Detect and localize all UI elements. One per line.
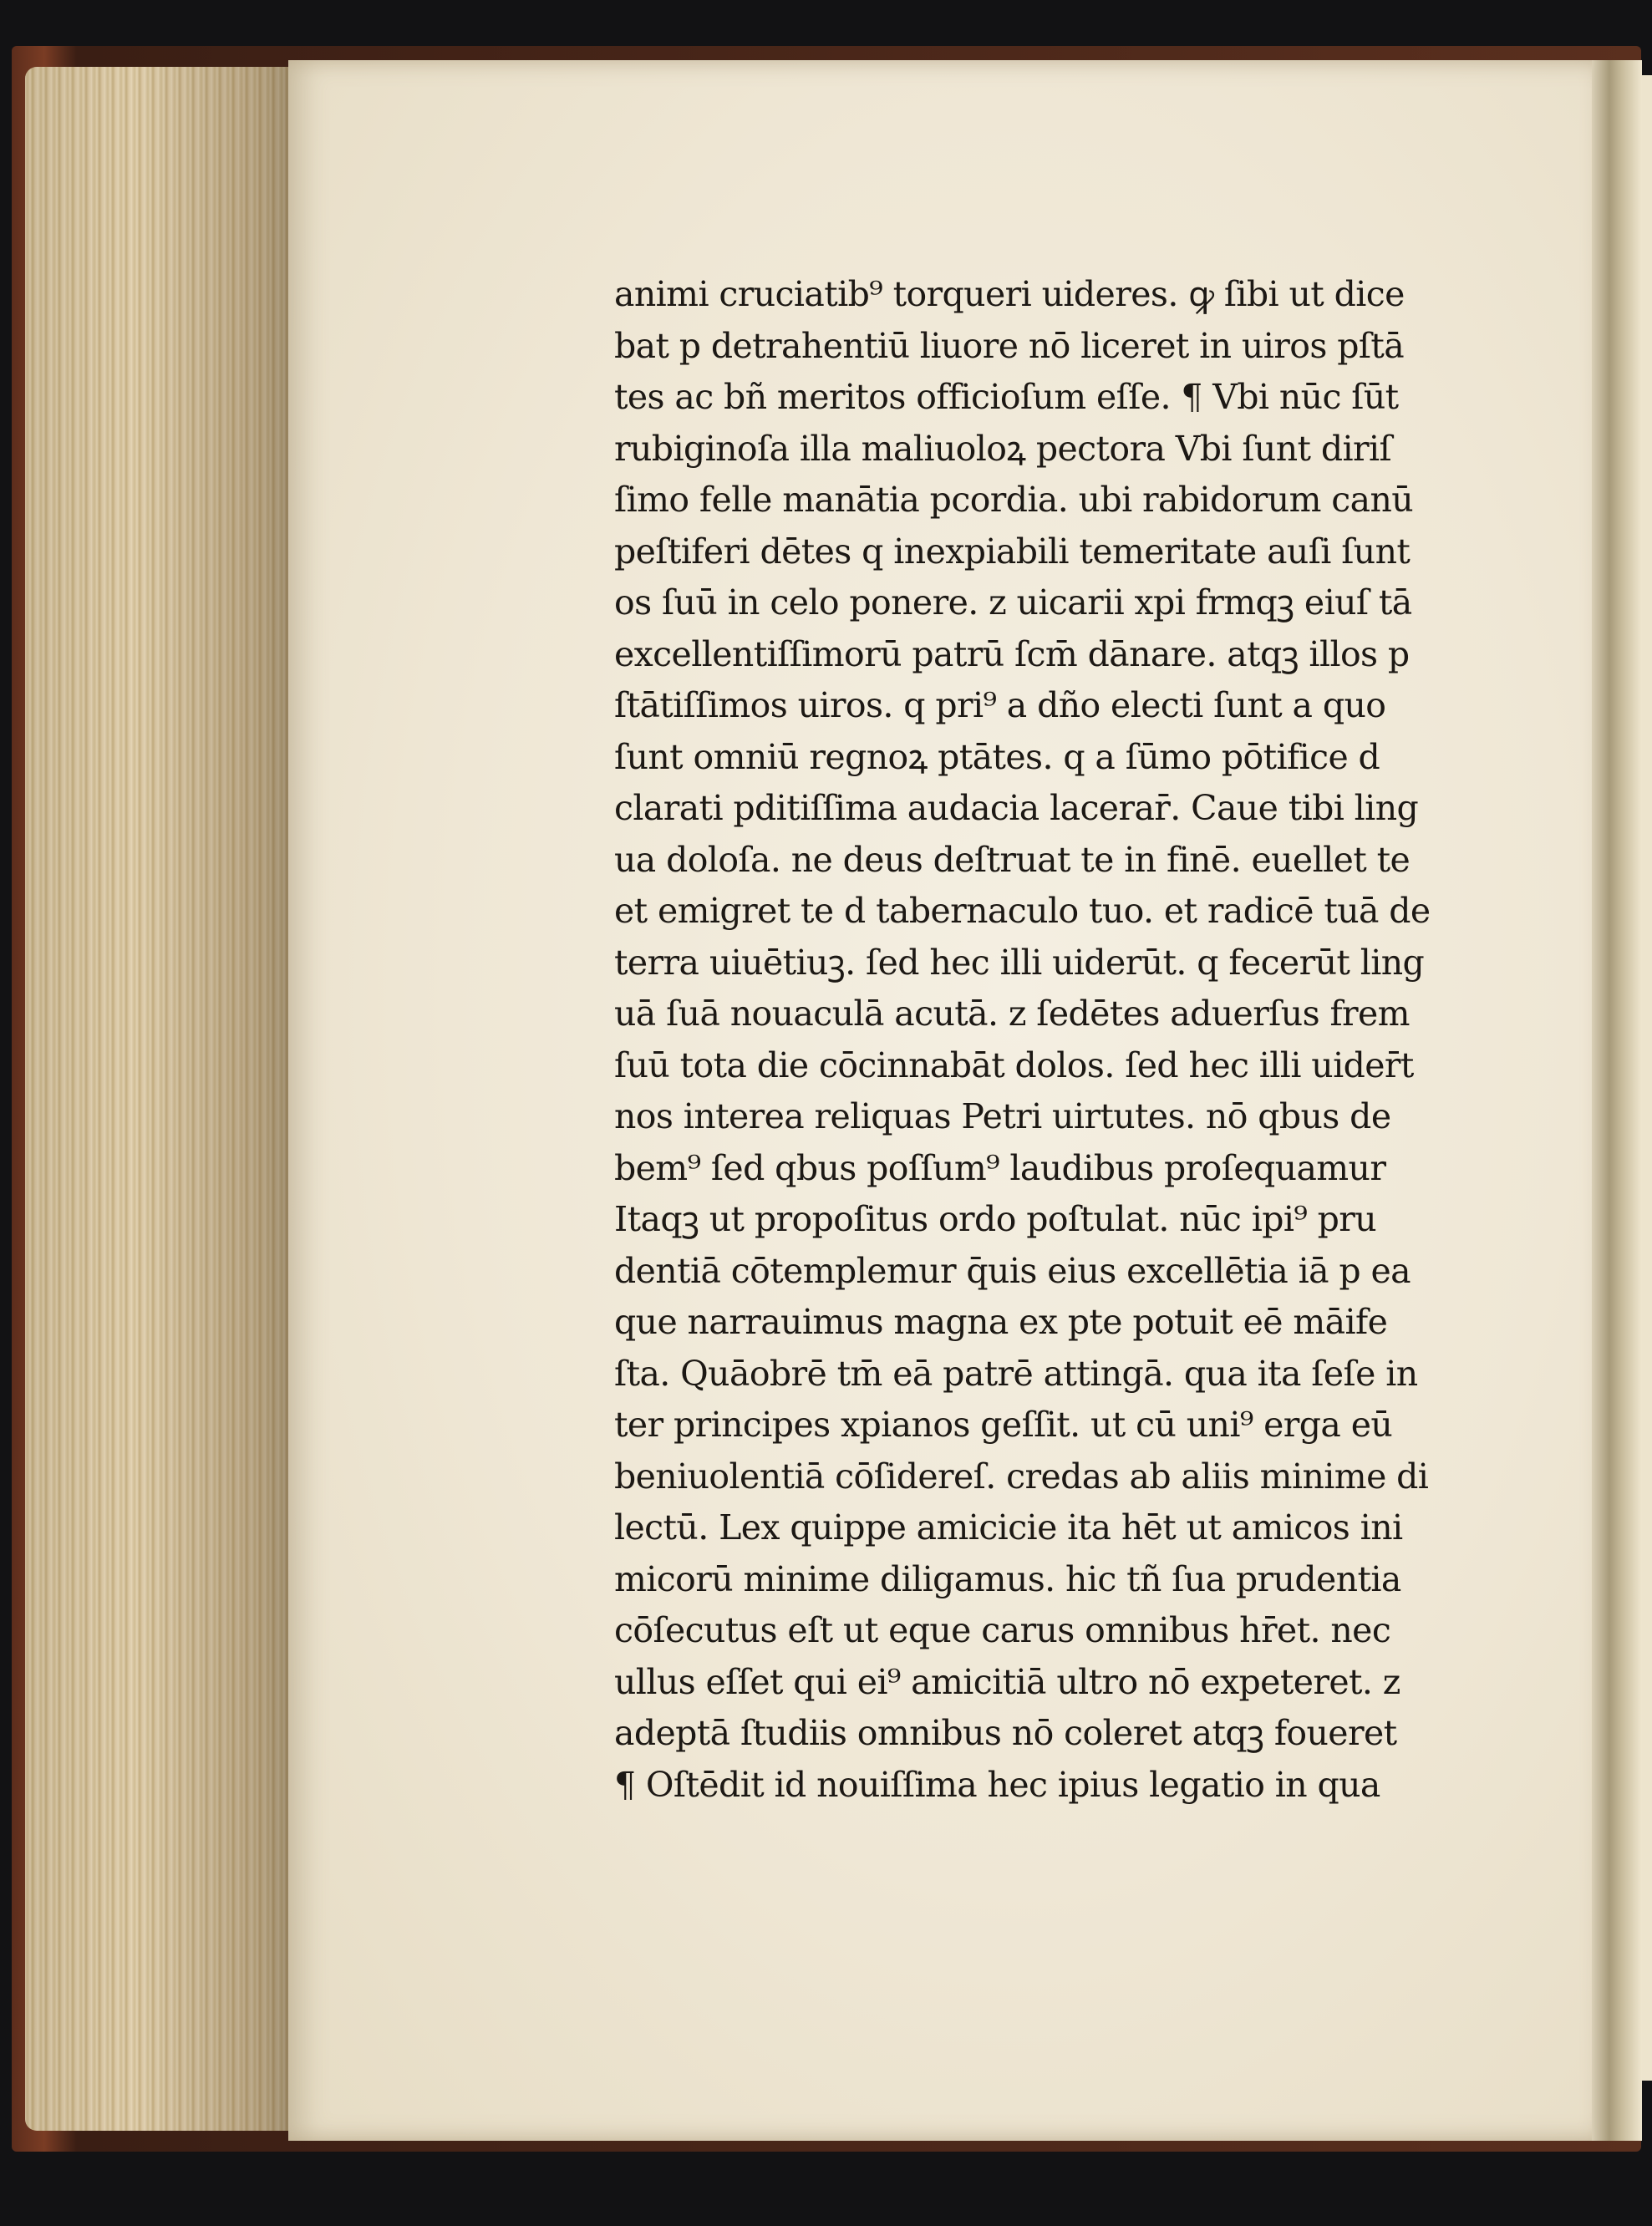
text-line: ua doloſa. ne deus deſtruat te in finē. euellet te <box>614 839 1411 880</box>
text-line: excellentiſſimorū patrū ſcm̄ dānare. atqꝫ illos p <box>614 633 1410 674</box>
text-line: ¶ Oſtēdit id nouiſſima hec ipius legatio in qua <box>614 1764 1380 1805</box>
text-line: ſta. Quāobrē tm̄ eā patrē attingā. qua ita ſeſe in <box>614 1353 1418 1394</box>
text-line: beniuolentiā cōſidereſ. credas ab aliis minime di <box>614 1456 1429 1497</box>
text-line: nos interea reliquas Petri uirtutes. nō qbus de <box>614 1096 1391 1136</box>
text-line: bat p detrahentiū liuore nō liceret in uiros pſtā <box>614 325 1405 366</box>
text-line: peſtiferi dētes q inexpiabili temeritate auſi ſunt <box>614 531 1411 572</box>
text-line: ullus eſſet qui ei⁹ amicitiā ultro nō expeteret. z <box>614 1661 1400 1702</box>
text-block <box>614 269 1504 1811</box>
text-line: ſuū tota die cōcinnabāt dolos. ſed hec illi uider̄t <box>614 1044 1414 1085</box>
text-line: animi cruciatib⁹ torqueri uideres. ꝙ ſibi ut dice <box>614 274 1405 314</box>
text-line: rubiginoſa illa maliuoloꝝ pectora Vbi ſunt diriſ <box>614 428 1392 469</box>
text-line: tes ac bñ meritos officioſum eſſe. ¶ Vbi nūc ſūt <box>614 377 1399 417</box>
text-line: dentiā cōtemplemur q̄uis eius excellētia iā p ea <box>614 1250 1411 1291</box>
text-line: Itaqꝫ ut propoſitus ordo poſtulat. nūc ipi⁹ pru <box>614 1199 1377 1239</box>
text-line: lectū. Lex quippe amicicie ita hēt ut amicos ini <box>614 1507 1403 1548</box>
text-line: ſimo felle manātia pcordia. ubi rabidorum canū <box>614 480 1414 520</box>
page-edges <box>25 67 301 2131</box>
text-line: bem⁹ ſed qbus poſſum⁹ laudibus proſequamur <box>614 1147 1386 1188</box>
text-line: que narrauimus magna ex pte potuit eē māife <box>614 1302 1388 1342</box>
text-line: ſunt omniū regnoꝝ ptātes. q a ſūmo pōtifice d <box>614 736 1380 777</box>
text-line: terra uiuētiuꝫ. ſed hec illi uiderūt. q fecerūt ling <box>614 942 1425 983</box>
text-line: ſtātiſſimos uiros. q pri⁹ a dño electi ſunt a quo <box>614 685 1386 725</box>
gutter <box>1592 60 1642 2141</box>
text-line: cōſecutus eſt ut eque carus omnibus hr̄et. nec <box>614 1610 1391 1650</box>
text-line: clarati pditiſſima audacia lacerar̄. Caue tibi ling <box>614 788 1419 828</box>
text-line: uā ſuā nouaculā acutā. z ſedētes aduerſus frem <box>614 994 1410 1034</box>
text-line: adeptā ſtudiis omnibus nō coleret atqꝫ foueret <box>614 1713 1397 1753</box>
text-line: os ſuū in celo ponere. z uicarii xpi frmqꝫ eiuſ tā <box>614 582 1412 623</box>
text-line: ter principes xpianos geſſit. ut cū uni⁹ erga eū <box>614 1405 1393 1445</box>
text-line: micorū minime diligamus. hic tñ ſua prudentia <box>614 1558 1401 1599</box>
text-line: et emigret te d tabernaculo tuo. et radicē tuā de <box>614 891 1431 931</box>
